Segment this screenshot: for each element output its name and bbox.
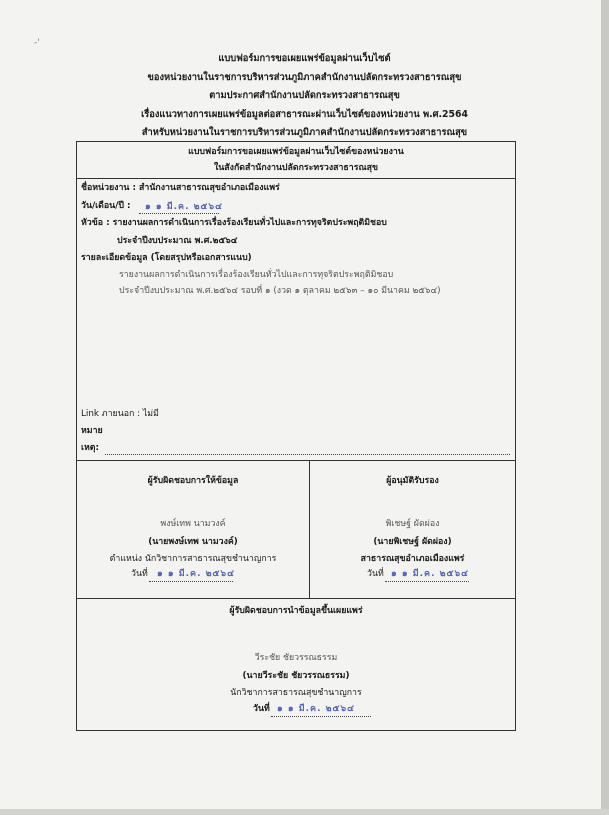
approver-position: สาธารณสุขอำเภอเมืองแพร่ bbox=[360, 554, 465, 564]
topic-line-2: ประจำปีงบประมาณ พ.ศ.๒๕๖๔ bbox=[117, 236, 238, 246]
external-link: Link ภายนอก : ไม่มี bbox=[81, 409, 159, 419]
header-line-3: ตามประกาศสำนักงานปลัดกระทรวงสาธารณสุข bbox=[209, 90, 400, 102]
title-divider bbox=[77, 178, 515, 179]
publisher-date-stamp: ๑ ๑ มี.ค. ๒๕๖๔ bbox=[277, 704, 355, 714]
detail-line-2: ประจำปีงบประมาณ พ.ศ.๒๕๖๔ รอบที่ ๑ (งวด ๑ ตุลาคม ๒๕๖๓ – ๑๐ มีนาคม ๒๕๖๔) bbox=[119, 286, 441, 296]
header-line-1: แบบฟอร์มการขอเผยแพร่ข้อมูลผ่านเว็บไซต์ bbox=[218, 53, 391, 64]
signers-divider bbox=[77, 598, 515, 599]
form-box bbox=[76, 141, 516, 731]
publisher-signature: วีระชัย ชัยวรรณธรรม bbox=[254, 653, 338, 663]
approver-name: (นายพิเชษฐ์ ผัดผ่อง) bbox=[373, 537, 452, 547]
provider-position: ตำแหน่ง นักวิชาการสาธารณสุขชำนาญการ bbox=[109, 554, 277, 564]
header-line-5: สำหรับหน่วยงานในราชการบริหารส่วนภูมิภาคสำนักงานปลัดกระทรวงสาธารณสุข bbox=[141, 127, 468, 139]
header-line-2: ของหน่วยงานในราชการบริหารส่วนภูมิภาคสำนักงานปลัดกระทรวงสาธารณสุข bbox=[147, 71, 462, 83]
publisher-date-line bbox=[271, 716, 371, 717]
provider-date-stamp: ๑ ๑ มี.ค. ๒๕๖๔ bbox=[157, 569, 235, 579]
provider-date-line bbox=[149, 581, 233, 582]
approver-heading: ผู้อนุมัติรับรอง bbox=[386, 476, 439, 486]
detail-line-1: รายงานผลการดำเนินการเรื่องร้องเรียนทั่วไปและการทุจริตประพฤติมิชอบ bbox=[119, 270, 394, 280]
header-line-4: เรื่องแนวทางการเผยแพร่ข้อมูลต่อสาธารณะผ่านเว็บไซต์ของหน่วยงาน พ.ศ.2564 bbox=[141, 108, 468, 120]
provider-date-label: วันที่ bbox=[131, 569, 148, 579]
provider-name: (นายพงษ์เทพ นามวงค์) bbox=[148, 537, 238, 547]
provider-heading: ผู้รับผิดชอบการให้ข้อมูล bbox=[147, 476, 239, 486]
note-dotted-line bbox=[105, 454, 510, 455]
publisher-heading: ผู้รับผิดชอบการนำข้อมูลขึ้นเผยแพร่ bbox=[229, 606, 363, 616]
document-header bbox=[0, 50, 609, 143]
note-label: หมาย bbox=[81, 426, 103, 436]
date-dotted-line bbox=[139, 213, 219, 214]
approver-signature: พิเชษฐ์ ผัดผ่อง bbox=[385, 519, 440, 529]
corner-mark: -' bbox=[34, 38, 40, 48]
note-label-2: เหตุ: bbox=[81, 443, 100, 453]
detail-label: รายละเอียดข้อมูล (โดยสรุปหรือเอกสารแนบ) bbox=[81, 253, 252, 263]
approver-date-label: วันที่ bbox=[367, 569, 384, 579]
topic-line-1: หัวข้อ : รายงานผลการดำเนินการเรื่องร้องเรียนทั่วไปและการทุจริตประพฤติมิชอบ bbox=[81, 218, 387, 228]
fields-divider bbox=[77, 460, 515, 461]
date-stamp: ๑ ๑ มี.ค. ๒๕๖๔ bbox=[145, 202, 223, 212]
provider-signature: พงษ์เทพ นามวงค์ bbox=[160, 519, 226, 529]
approver-date-stamp: ๑ ๑ มี.ค. ๒๕๖๔ bbox=[391, 569, 469, 579]
date-label: วัน/เดือน/ปี : bbox=[81, 201, 131, 211]
form-title-1: แบบฟอร์มการขอเผยแพร่ข้อมูลผ่านเว็บไซต์ของหน่วยงาน bbox=[188, 147, 404, 157]
scan-edge-bottom bbox=[0, 809, 609, 815]
publisher-position: นักวิชาการสาธารณสุขชำนาญการ bbox=[230, 688, 362, 698]
form-title-2: ในสังกัดสำนักงานปลัดกระทรวงสาธารณสุข bbox=[213, 163, 379, 173]
publisher-name: (นายวีระชัย ชัยวรรณธรรม) bbox=[242, 671, 350, 681]
agency-field: ชื่อหน่วยงาน : สำนักงานสาธารณสุขอำเภอเมืองแพร่ bbox=[81, 183, 280, 193]
approver-date-line bbox=[385, 581, 469, 582]
publisher-date-label: วันที่ bbox=[253, 704, 270, 714]
